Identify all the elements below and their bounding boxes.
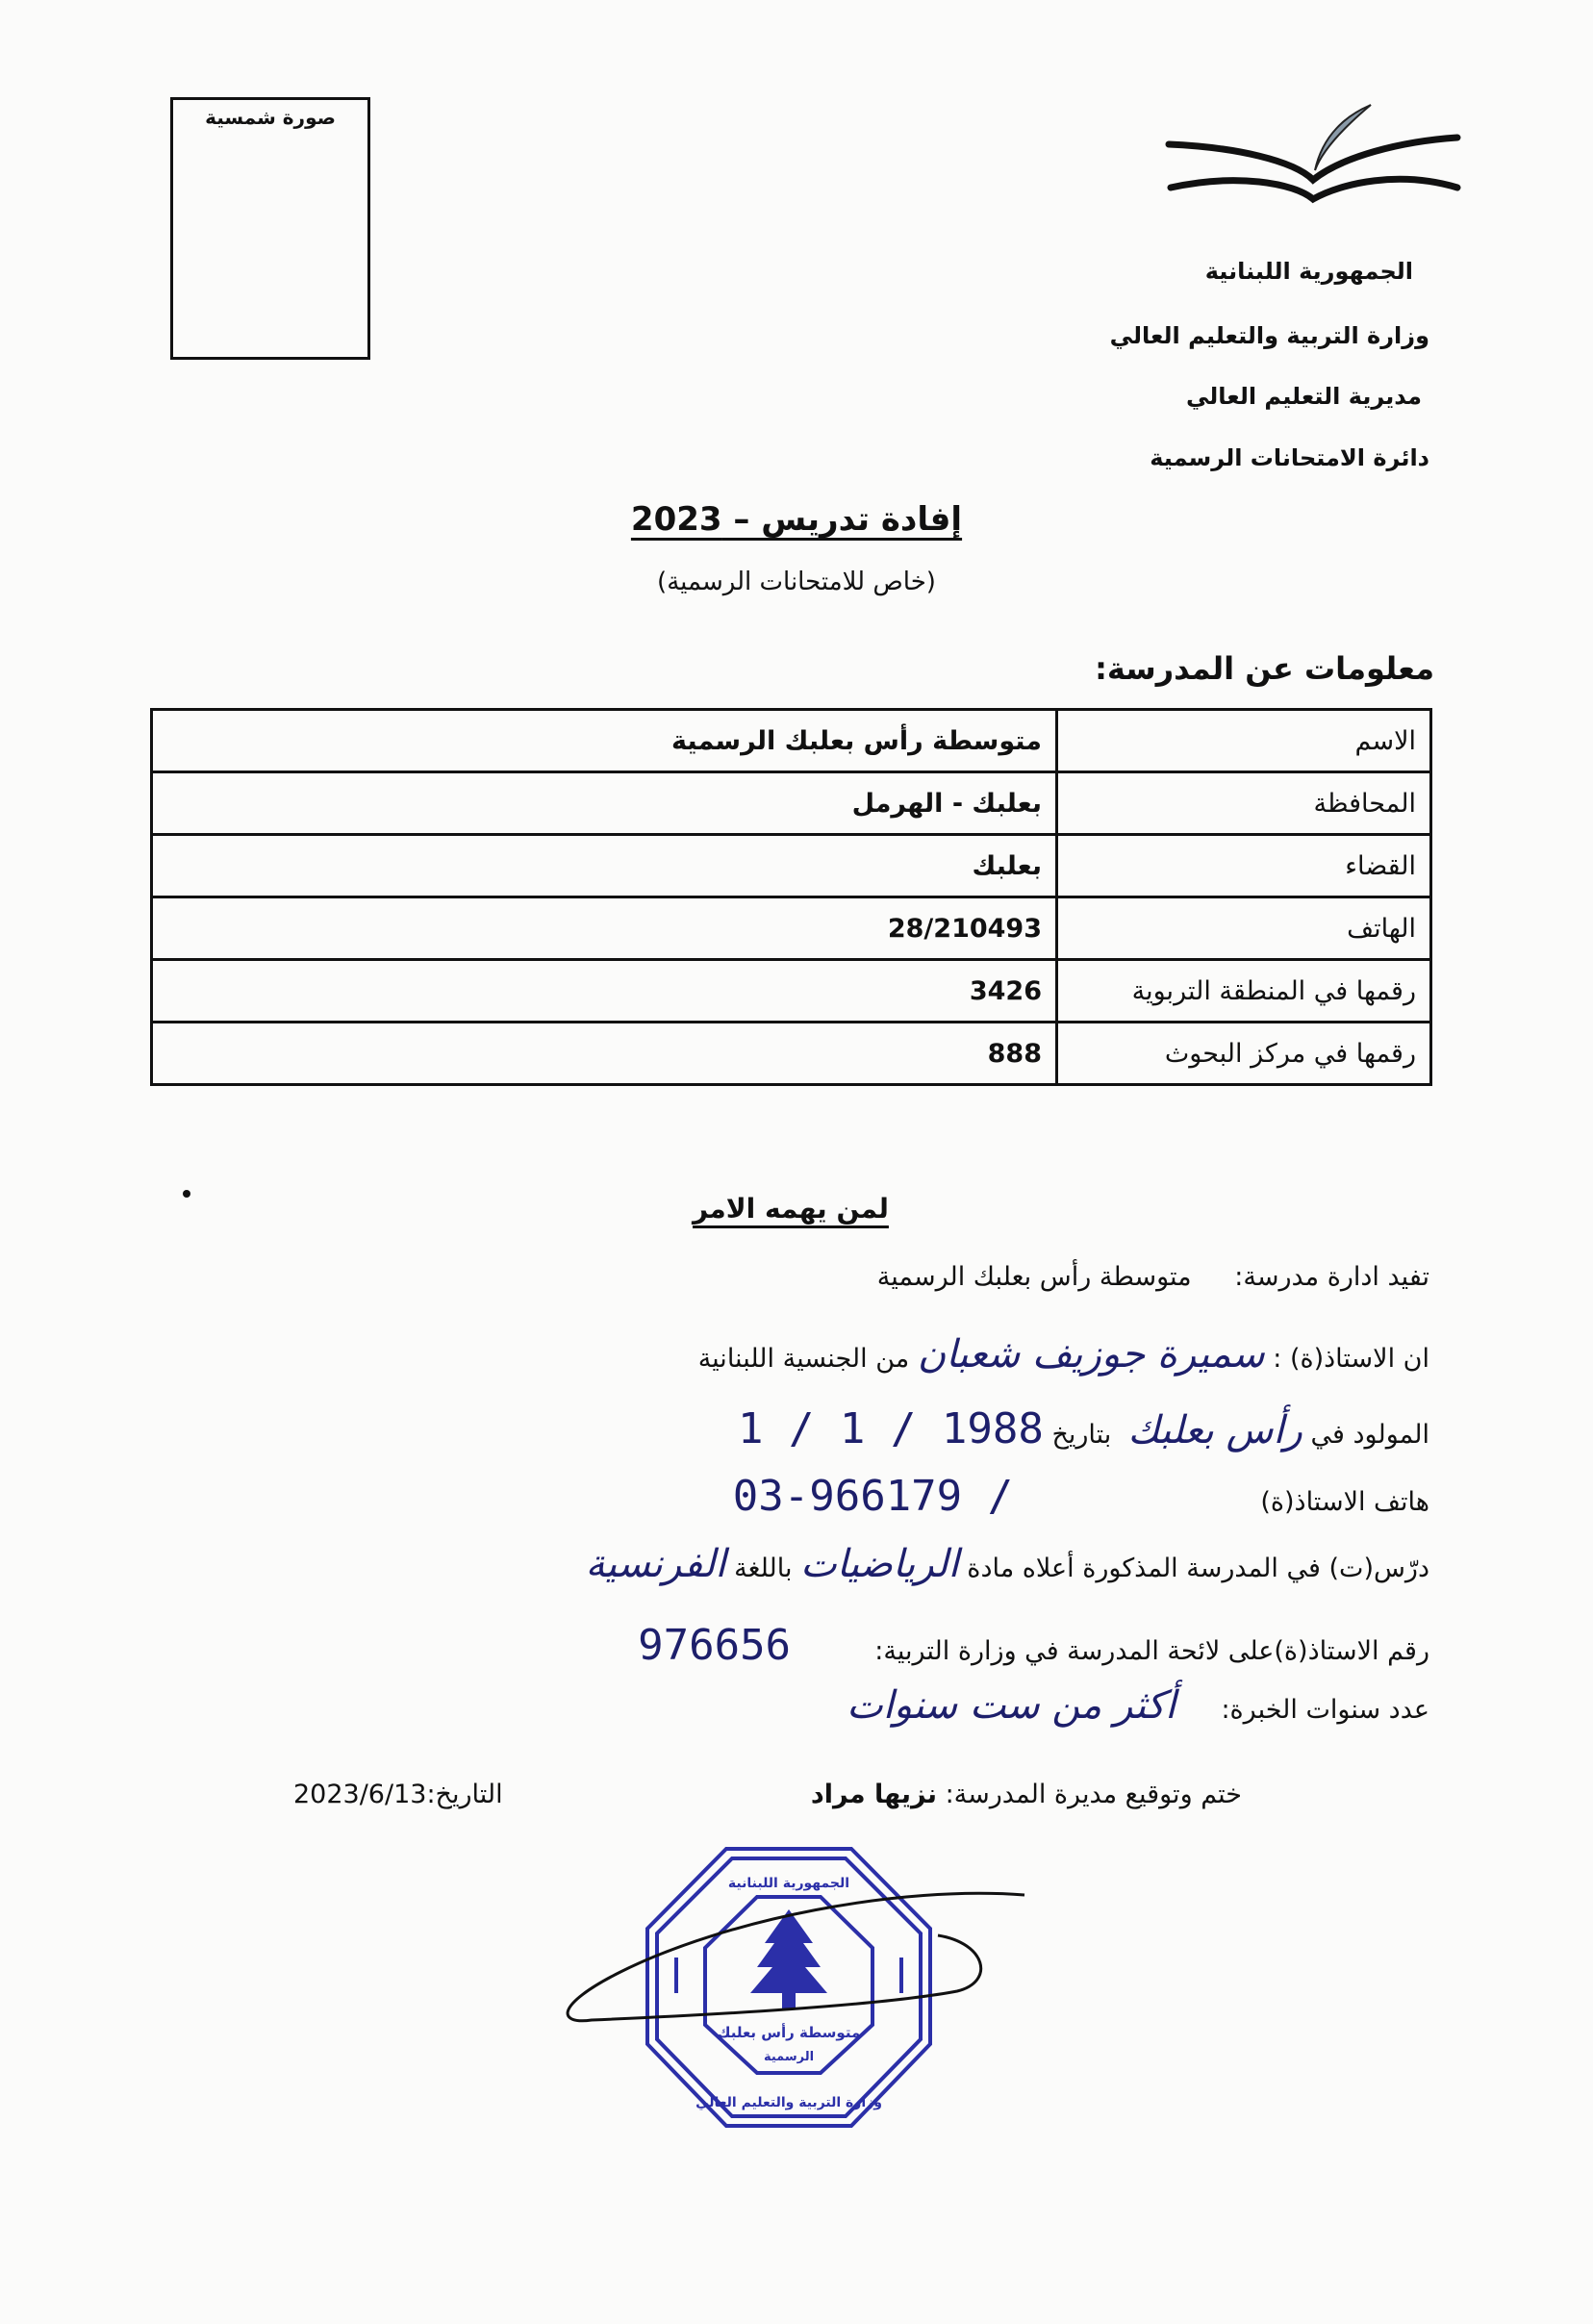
school-line-label: تفيد ادارة مدرسة: [1234,1262,1429,1292]
to-whom-heading: لمن يهمه الامر [693,1193,889,1225]
table-row [152,1023,1431,1085]
subject-handwritten: الرياضيات [800,1542,959,1586]
language-label: باللغة [734,1554,793,1583]
header-department: دائرة الامتحانات الرسمية [1150,444,1429,471]
photo-label: صورة شمسية [205,106,336,129]
header-directorate: مديرية التعليم العالي [1185,383,1422,410]
language-handwritten: الفرنسية [585,1542,726,1586]
document-subtitle: (خاص للامتحانات الرسمية) [657,568,936,596]
stray-dot [183,1190,190,1198]
teacher-line-label: ان الاستاذ(ة) : [1273,1344,1429,1374]
registration-number-line [638,1621,1429,1670]
row-value-governorate: بعلبك - الهرمل [152,772,1057,835]
document-title-text: إفادة تدريس – 2023 [630,500,963,539]
teacher-name-handwritten: سميرة جوزيف شعبان [917,1332,1265,1377]
subject-line [586,1542,1429,1586]
experience-handwritten: أكثر من ست سنوات [847,1683,1176,1728]
signature-label: ختم وتوقيع مديرة المدرسة: [945,1780,1242,1809]
principal-name: نزيها مراد [810,1780,937,1809]
table-row [152,772,1431,835]
teacher-phone-handwritten: 03-966179 / [732,1472,1014,1521]
date-label: التاريخ: [426,1780,503,1809]
birth-date-label: بتاريخ [1051,1420,1112,1450]
document-title [0,500,1593,539]
row-value-district: بعلبك [152,835,1057,897]
row-label-district: القضاء [1057,835,1431,897]
table-row [152,710,1431,772]
birth-line [738,1404,1429,1453]
stamp-inner-text-1: متوسطة رأس بعلبك [717,2024,861,2041]
school-info-table [150,708,1432,1086]
registration-number-label: رقم الاستاذ(ة)على لائحة المدرسة في وزارة التربية: [874,1636,1429,1666]
date-line [293,1780,503,1809]
registration-number-handwritten: 976656 [638,1621,792,1670]
official-stamp [534,1828,1044,2174]
row-label-governorate: المحافظة [1057,772,1431,835]
signature-line [811,1780,1242,1809]
row-value-name: متوسطة رأس بعلبك الرسمية [152,710,1057,772]
teacher-phone-label: هاتف الاستاذ(ة) [1260,1487,1429,1517]
experience-line [847,1683,1429,1728]
stamp-outer-text-top: الجمهورية اللبنانية [727,1876,850,1891]
subject-label: درّس(ت) في المدرسة المذكورة أعلاه مادة [967,1554,1429,1583]
stamp-inner-text-2: الرسمية [763,2050,815,2064]
row-value-region-number: 3426 [152,960,1057,1023]
teacher-phone-line [733,1472,1429,1521]
row-value-research-number: 888 [152,1023,1057,1085]
ministry-logo-icon [1150,82,1477,212]
school-line-value: متوسطة رأس بعلبك الرسمية [876,1262,1192,1292]
birth-date-handwritten: 1 / 1 / 1988 [737,1404,1044,1453]
table-row [152,960,1431,1023]
photo-box [170,97,370,360]
teacher-line [698,1332,1429,1377]
cedar-tree-icon [750,1909,827,2008]
teacher-nationality: من الجنسية اللبنانية [697,1344,910,1374]
stamp-outer-text-bottom: وزارة التربية والتعليم العالي [695,2095,882,2110]
birth-label: المولود في [1310,1420,1429,1450]
row-label-phone: الهاتف [1057,897,1431,960]
header-ministry: وزارة التربية والتعليم العالي [1109,322,1429,349]
header-republic: الجمهورية اللبنانية [1204,258,1413,285]
row-label-research-number: رقمها في مركز البحوث [1057,1023,1431,1085]
date-value: 2023/6/13 [293,1780,427,1809]
birth-place-handwritten: رأس بعلبك [1127,1408,1302,1452]
school-info-heading: معلومات عن المدرسة: [1095,650,1434,687]
school-line [877,1262,1429,1292]
table-row [152,897,1431,960]
table-row [152,835,1431,897]
row-label-name: الاسم [1057,710,1431,772]
row-value-phone: 28/210493 [152,897,1057,960]
experience-label: عدد سنوات الخبرة: [1221,1695,1429,1725]
row-label-region-number: رقمها في المنطقة التربوية [1057,960,1431,1023]
